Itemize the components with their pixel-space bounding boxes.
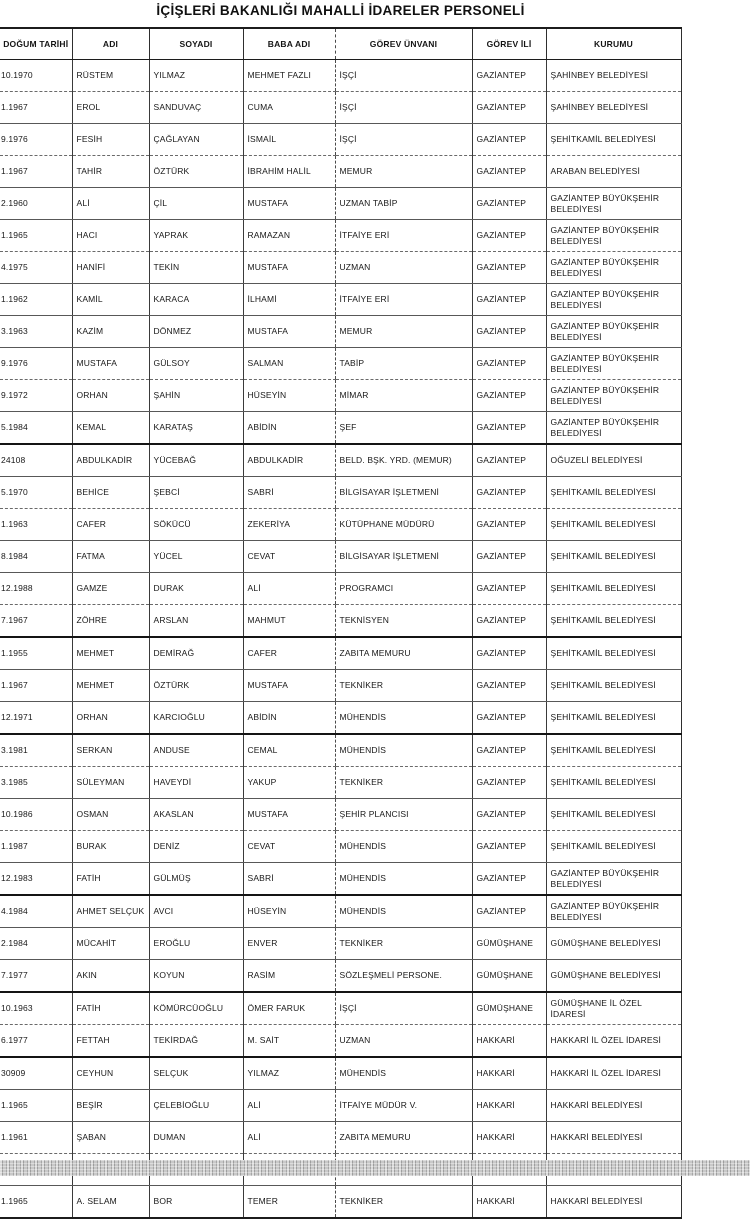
table-row <box>0 188 681 220</box>
table-row <box>0 92 681 124</box>
cell-gorev-ili: GAZİANTEP <box>472 188 546 220</box>
cell-gorev-ili: HAKKARİ <box>472 1186 546 1219</box>
cell-adi: FETTAH <box>72 1025 149 1058</box>
cell-gorev-ili: GAZİANTEP <box>472 831 546 863</box>
cell-gorev-unvani: UZMAN <box>335 252 472 284</box>
cell-gorev-ili: GAZİANTEP <box>472 156 546 188</box>
cell-soyadi: AVCI <box>149 895 243 928</box>
personnel-table <box>0 27 682 1219</box>
document-title: İÇİŞLERİ BAKANLIĞI MAHALLİ İDARELER PERSONELİ <box>156 3 525 18</box>
table-row <box>0 895 681 928</box>
cell-kurumu: GÜMÜŞHANE İL ÖZEL İDARESİ <box>546 992 681 1025</box>
cell-gorev-unvani: TEKNİKER <box>335 670 472 702</box>
cell-kurumu: OĞUZELİ BELEDİYESİ <box>546 444 681 477</box>
table-row <box>0 960 681 993</box>
cell-kurumu: HAKKARİ BELEDİYESİ <box>546 1122 681 1154</box>
column-header-baba-adi: BABA ADI <box>243 28 335 60</box>
cell-dogum-tarihi: 2.1960 <box>0 188 72 220</box>
cell-baba-adi: İLHAMİ <box>243 284 335 316</box>
cell-soyadi: SÖKÜCÜ <box>149 509 243 541</box>
cell-baba-adi: ALİ <box>243 1122 335 1154</box>
table-row <box>0 541 681 573</box>
cell-soyadi: DÖNMEZ <box>149 316 243 348</box>
cell-adi: EROL <box>72 92 149 124</box>
cell-kurumu: ŞAHİNBEY BELEDİYESİ <box>546 60 681 92</box>
cell-adi: CAFER <box>72 509 149 541</box>
cell-gorev-ili: GAZİANTEP <box>472 477 546 509</box>
cell-adi: ZÖHRE <box>72 605 149 638</box>
cell-baba-adi: MEHMET FAZLI <box>243 60 335 92</box>
cell-kurumu: GAZİANTEP BÜYÜKŞEHİR BELEDİYESİ <box>546 348 681 380</box>
cell-dogum-tarihi: 4.1975 <box>0 252 72 284</box>
cell-gorev-ili: GAZİANTEP <box>472 284 546 316</box>
table-row <box>0 156 681 188</box>
cell-gorev-ili: GAZİANTEP <box>472 348 546 380</box>
cell-adi: ORHAN <box>72 380 149 412</box>
table-row <box>0 316 681 348</box>
cell-kurumu: GÜMÜŞHANE BELEDİYESİ <box>546 960 681 993</box>
cell-soyadi: ÇAĞLAYAN <box>149 124 243 156</box>
cell-dogum-tarihi: 3.1963 <box>0 316 72 348</box>
cell-baba-adi: MUSTAFA <box>243 670 335 702</box>
cell-adi: BURAK <box>72 831 149 863</box>
cell-gorev-ili: HAKKARİ <box>472 1090 546 1122</box>
cell-soyadi: ŞEBCİ <box>149 477 243 509</box>
cell-gorev-ili: GAZİANTEP <box>472 316 546 348</box>
cell-dogum-tarihi: 24108 <box>0 444 72 477</box>
cell-dogum-tarihi: 5.1970 <box>0 477 72 509</box>
cell-dogum-tarihi: 1.1965 <box>0 1090 72 1122</box>
cell-adi: FATMA <box>72 541 149 573</box>
cell-gorev-ili: GAZİANTEP <box>472 767 546 799</box>
cell-dogum-tarihi: 9.1972 <box>0 380 72 412</box>
cell-dogum-tarihi: 4.1984 <box>0 895 72 928</box>
table-row <box>0 1122 681 1154</box>
cell-adi: ALİ <box>72 188 149 220</box>
table-row <box>0 60 681 92</box>
cell-gorev-unvani: SÖZLEŞMELİ PERSONE. <box>335 960 472 993</box>
cell-adi: MÜCAHİT <box>72 928 149 960</box>
cell-dogum-tarihi: 30909 <box>0 1057 72 1090</box>
cell-gorev-unvani: BİLGİSAYAR İŞLETMENİ <box>335 541 472 573</box>
cell-adi: OSMAN <box>72 799 149 831</box>
cell-baba-adi: ABİDİN <box>243 702 335 735</box>
cell-baba-adi: YAKUP <box>243 767 335 799</box>
column-header-kurumu: KURUMU <box>546 28 681 60</box>
cell-adi: TAHİR <box>72 156 149 188</box>
cell-soyadi: TEKİN <box>149 252 243 284</box>
cell-gorev-unvani: İTFAİYE ERİ <box>335 284 472 316</box>
cell-baba-adi: CUMA <box>243 92 335 124</box>
cell-soyadi: KARATAŞ <box>149 412 243 445</box>
cell-dogum-tarihi: 8.1984 <box>0 541 72 573</box>
cell-gorev-ili: GAZİANTEP <box>472 92 546 124</box>
cell-baba-adi: ABDULKADİR <box>243 444 335 477</box>
cell-kurumu: ŞEHİTKAMİL BELEDİYESİ <box>546 734 681 767</box>
cell-dogum-tarihi: 10.1986 <box>0 799 72 831</box>
cell-dogum-tarihi: 1.1955 <box>0 637 72 670</box>
cell-baba-adi: ÖMER FARUK <box>243 992 335 1025</box>
cell-gorev-unvani: MÜHENDİS <box>335 895 472 928</box>
cell-baba-adi: İBRAHİM HALİL <box>243 156 335 188</box>
cell-dogum-tarihi: 3.1981 <box>0 734 72 767</box>
cell-gorev-ili: GAZİANTEP <box>472 895 546 928</box>
cell-gorev-ili: GAZİANTEP <box>472 124 546 156</box>
cell-gorev-ili: GAZİANTEP <box>472 509 546 541</box>
table-row <box>0 637 681 670</box>
cell-dogum-tarihi: 12.1983 <box>0 863 72 896</box>
cell-dogum-tarihi: 1.1962 <box>0 284 72 316</box>
table-row <box>0 1057 681 1090</box>
cell-adi: BEHİCE <box>72 477 149 509</box>
cell-gorev-unvani: UZMAN <box>335 1025 472 1058</box>
cell-gorev-unvani: MÜHENDİS <box>335 702 472 735</box>
cell-adi: A. SELAM <box>72 1186 149 1219</box>
cell-soyadi: YAPRAK <box>149 220 243 252</box>
cell-baba-adi: ALİ <box>243 1090 335 1122</box>
cell-baba-adi: M. SAİT <box>243 1025 335 1058</box>
cell-adi: BEŞİR <box>72 1090 149 1122</box>
cell-kurumu: ARABAN BELEDİYESİ <box>546 156 681 188</box>
cell-soyadi: KARCIOĞLU <box>149 702 243 735</box>
cell-soyadi: ÖZTÜRK <box>149 156 243 188</box>
cell-gorev-unvani: İŞÇİ <box>335 60 472 92</box>
cell-gorev-unvani: MEMUR <box>335 316 472 348</box>
cell-gorev-ili: HAKKARİ <box>472 1122 546 1154</box>
cell-gorev-unvani: MÜHENDİS <box>335 734 472 767</box>
cell-gorev-ili: GAZİANTEP <box>472 412 546 445</box>
cell-baba-adi: RASİM <box>243 960 335 993</box>
cell-gorev-unvani: TEKNİSYEN <box>335 605 472 638</box>
cell-gorev-unvani: İTFAİYE MÜDÜR V. <box>335 1090 472 1122</box>
cell-gorev-ili: GAZİANTEP <box>472 702 546 735</box>
cell-gorev-unvani: MÜHENDİS <box>335 1057 472 1090</box>
cell-gorev-ili: GÜMÜŞHANE <box>472 992 546 1025</box>
cell-kurumu: ŞEHİTKAMİL BELEDİYESİ <box>546 605 681 638</box>
cell-gorev-ili: GAZİANTEP <box>472 799 546 831</box>
cell-gorev-ili: GAZİANTEP <box>472 60 546 92</box>
cell-kurumu: GAZİANTEP BÜYÜKŞEHİR BELEDİYESİ <box>546 863 681 896</box>
cell-gorev-ili: GAZİANTEP <box>472 605 546 638</box>
cell-kurumu: GAZİANTEP BÜYÜKŞEHİR BELEDİYESİ <box>546 220 681 252</box>
cell-baba-adi: CAFER <box>243 637 335 670</box>
cell-adi: ŞABAN <box>72 1122 149 1154</box>
cell-soyadi: DENİZ <box>149 831 243 863</box>
column-header-soyadi: SOYADI <box>149 28 243 60</box>
cell-soyadi: ARSLAN <box>149 605 243 638</box>
cell-soyadi: ŞAHİN <box>149 380 243 412</box>
cell-kurumu: ŞEHİTKAMİL BELEDİYESİ <box>546 541 681 573</box>
cell-soyadi: ÇELEBİOĞLU <box>149 1090 243 1122</box>
cell-baba-adi: CEMAL <box>243 734 335 767</box>
cell-kurumu: HAKKARİ İL ÖZEL İDARESİ <box>546 1025 681 1058</box>
cell-gorev-ili: GÜMÜŞHANE <box>472 960 546 993</box>
cell-soyadi: YILMAZ <box>149 60 243 92</box>
cell-adi: MEHMET <box>72 637 149 670</box>
table-row <box>0 444 681 477</box>
cell-baba-adi: CEVAT <box>243 831 335 863</box>
table-row <box>0 863 681 896</box>
cell-soyadi: ÇİL <box>149 188 243 220</box>
cell-dogum-tarihi: 1.1987 <box>0 831 72 863</box>
cell-adi: CEYHUN <box>72 1057 149 1090</box>
cell-gorev-ili: GAZİANTEP <box>472 380 546 412</box>
cell-soyadi: DUMAN <box>149 1122 243 1154</box>
cell-soyadi: GÜLSOY <box>149 348 243 380</box>
cell-adi: GAMZE <box>72 573 149 605</box>
cell-kurumu: ŞEHİTKAMİL BELEDİYESİ <box>546 637 681 670</box>
cell-baba-adi: SABRİ <box>243 863 335 896</box>
cell-gorev-unvani: ZABITA MEMURU <box>335 637 472 670</box>
table-row <box>0 124 681 156</box>
cell-adi: MUSTAFA <box>72 348 149 380</box>
cell-dogum-tarihi: 1.1965 <box>1 1196 28 1207</box>
cell-gorev-unvani: TEKNİKER <box>335 1186 472 1219</box>
cell-soyadi: KOYUN <box>149 960 243 993</box>
cell-gorev-ili: GAZİANTEP <box>472 863 546 896</box>
cell-soyadi: AKASLAN <box>149 799 243 831</box>
table-row <box>0 477 681 509</box>
cell-gorev-unvani: MİMAR <box>335 380 472 412</box>
table-row <box>0 1090 681 1122</box>
cell-kurumu: ŞEHİTKAMİL BELEDİYESİ <box>546 124 681 156</box>
cell-adi: FESİH <box>72 124 149 156</box>
table-row <box>0 928 681 960</box>
cell-soyadi: DEMİRAĞ <box>149 637 243 670</box>
column-header-dogum-tarihi: DOĞUM TARİHİ <box>0 28 72 60</box>
cell-gorev-ili: GAZİANTEP <box>472 637 546 670</box>
cell-kurumu: ŞEHİTKAMİL BELEDİYESİ <box>546 509 681 541</box>
cell-baba-adi: HÜSEYİN <box>243 895 335 928</box>
cell-gorev-unvani: İTFAİYE ERİ <box>335 220 472 252</box>
cell-baba-adi: SALMAN <box>243 348 335 380</box>
cell-dogum-tarihi: 9.1976 <box>0 348 72 380</box>
table-header <box>0 28 681 60</box>
cell-kurumu: GAZİANTEP BÜYÜKŞEHİR BELEDİYESİ <box>546 316 681 348</box>
cell-kurumu: ŞEHİTKAMİL BELEDİYESİ <box>546 799 681 831</box>
header-row <box>0 28 681 60</box>
cell-gorev-ili: GAZİANTEP <box>472 444 546 477</box>
cell-adi: ABDULKADİR <box>72 444 149 477</box>
cell-gorev-unvani: MEMUR <box>335 156 472 188</box>
cell-baba-adi: CEVAT <box>243 541 335 573</box>
cell-kurumu: HAKKARİ İL ÖZEL İDARESİ <box>546 1057 681 1090</box>
cell-adi: AHMET SELÇUK <box>72 895 149 928</box>
cell-gorev-unvani: KÜTÜPHANE MÜDÜRÜ <box>335 509 472 541</box>
cell-baba-adi: SABRİ <box>243 477 335 509</box>
cell-dogum-tarihi: 12.1971 <box>0 702 72 735</box>
cell-gorev-ili: GAZİANTEP <box>472 670 546 702</box>
cell-soyadi: ANDUSE <box>149 734 243 767</box>
cell-baba-adi: ENVER <box>243 928 335 960</box>
cell-adi: MEHMET <box>72 670 149 702</box>
cell-soyadi: DURAK <box>149 573 243 605</box>
table-row <box>0 348 681 380</box>
table-row <box>0 380 681 412</box>
cell-baba-adi: RAMAZAN <box>243 220 335 252</box>
column-header-adi: ADI <box>72 28 149 60</box>
cell-kurumu: GAZİANTEP BÜYÜKŞEHİR BELEDİYESİ <box>546 284 681 316</box>
table-row <box>0 509 681 541</box>
cell-gorev-unvani: ŞEF <box>335 412 472 445</box>
table-row <box>0 702 681 735</box>
cell-baba-adi: MUSTAFA <box>243 252 335 284</box>
cell-kurumu: ŞEHİTKAMİL BELEDİYESİ <box>546 670 681 702</box>
cell-adi: RÜSTEM <box>72 60 149 92</box>
cell-soyadi: YÜCEL <box>149 541 243 573</box>
table-row <box>0 992 681 1025</box>
cell-soyadi: EROĞLU <box>149 928 243 960</box>
cell-kurumu: HAKKARİ BELEDİYESİ <box>546 1186 681 1219</box>
cell-baba-adi: MUSTAFA <box>243 799 335 831</box>
table-row <box>0 605 681 638</box>
cell-baba-adi: HÜSEYİN <box>243 380 335 412</box>
cell-adi: KAMİL <box>72 284 149 316</box>
cell-gorev-ili: HAKKARİ <box>472 1025 546 1058</box>
cell-baba-adi: ALİ <box>243 573 335 605</box>
cell-baba-adi: MUSTAFA <box>243 316 335 348</box>
cell-baba-adi: İSMAİL <box>243 124 335 156</box>
cell-adi: SERKAN <box>72 734 149 767</box>
cell-kurumu: GAZİANTEP BÜYÜKŞEHİR BELEDİYESİ <box>546 412 681 445</box>
cell-dogum-tarihi: 5.1984 <box>0 412 72 445</box>
cell-dogum-tarihi: 1.1967 <box>0 156 72 188</box>
cell-soyadi: KARACA <box>149 284 243 316</box>
cell-gorev-ili: GAZİANTEP <box>472 734 546 767</box>
table-row <box>0 734 681 767</box>
cell-dogum-tarihi: 3.1985 <box>0 767 72 799</box>
cell-kurumu: ŞEHİTKAMİL BELEDİYESİ <box>546 831 681 863</box>
cell-adi: SÜLEYMAN <box>72 767 149 799</box>
cell-gorev-unvani: PROGRAMCI <box>335 573 472 605</box>
cell-kurumu: ŞAHİNBEY BELEDİYESİ <box>546 92 681 124</box>
cell-dogum-tarihi: 2.1984 <box>0 928 72 960</box>
cell-gorev-unvani: TEKNİKER <box>335 767 472 799</box>
cell-dogum-tarihi: 10.1970 <box>0 60 72 92</box>
cell-baba-adi: MUSTAFA <box>243 188 335 220</box>
cell-soyadi: TEKİRDAĞ <box>149 1025 243 1058</box>
cell-dogum-tarihi: 1.1963 <box>0 509 72 541</box>
cell-dogum-tarihi: 1.1965 <box>0 220 72 252</box>
cell-gorev-ili: GÜMÜŞHANE <box>472 928 546 960</box>
table-body <box>0 60 681 1219</box>
cell-soyadi: ÖZTÜRK <box>149 670 243 702</box>
cell-gorev-unvani: İŞÇİ <box>335 92 472 124</box>
table-row <box>0 252 681 284</box>
table-row <box>0 412 681 445</box>
cell-dogum-tarihi: 6.1977 <box>0 1025 72 1058</box>
cell-gorev-unvani: İŞÇİ <box>335 992 472 1025</box>
cell-gorev-ili: GAZİANTEP <box>472 252 546 284</box>
cell-gorev-unvani: TEKNİKER <box>335 928 472 960</box>
cell-dogum-tarihi: 7.1967 <box>0 605 72 638</box>
cell-adi: HACI <box>72 220 149 252</box>
cell-gorev-unvani: BELD. BŞK. YRD. (MEMUR) <box>335 444 472 477</box>
table-row <box>0 284 681 316</box>
cell-adi: FATİH <box>72 863 149 896</box>
table-row <box>0 767 681 799</box>
table-row <box>0 831 681 863</box>
cell-kurumu: GAZİANTEP BÜYÜKŞEHİR BELEDİYESİ <box>546 895 681 928</box>
cell-kurumu: ŞEHİTKAMİL BELEDİYESİ <box>546 477 681 509</box>
cell-gorev-unvani: İŞÇİ <box>335 124 472 156</box>
cell-baba-adi: ABİDİN <box>243 412 335 445</box>
cell-dogum-tarihi: 7.1977 <box>0 960 72 993</box>
cell-kurumu: ŞEHİTKAMİL BELEDİYESİ <box>546 702 681 735</box>
cell-gorev-unvani: ŞEHİR PLANCISI <box>335 799 472 831</box>
cell-gorev-unvani: ZABITA MEMURU <box>335 1122 472 1154</box>
cell-gorev-ili: GAZİANTEP <box>472 573 546 605</box>
cell-kurumu: GAZİANTEP BÜYÜKŞEHİR BELEDİYESİ <box>546 188 681 220</box>
cell-kurumu: HAKKARİ BELEDİYESİ <box>546 1090 681 1122</box>
cell-soyadi: SANDUVAÇ <box>149 92 243 124</box>
cell-gorev-unvani: UZMAN TABİP <box>335 188 472 220</box>
cell-gorev-ili: GAZİANTEP <box>472 220 546 252</box>
cell-dogum-tarihi: 1.1967 <box>0 92 72 124</box>
cell-dogum-tarihi: 9.1976 <box>0 124 72 156</box>
cell-dogum-tarihi: 12.1988 <box>0 573 72 605</box>
table-row <box>0 220 681 252</box>
table-row <box>0 1025 681 1058</box>
cell-baba-adi: ZEKERİYA <box>243 509 335 541</box>
cell-soyadi: HAVEYDİ <box>149 767 243 799</box>
cell-baba-adi: TEMER <box>243 1186 335 1219</box>
cell-dogum-tarihi: 1.1967 <box>0 670 72 702</box>
cell-kurumu: GAZİANTEP BÜYÜKŞEHİR BELEDİYESİ <box>546 380 681 412</box>
cell-kurumu: GÜMÜŞHANE BELEDİYESİ <box>546 928 681 960</box>
cell-gorev-ili: HAKKARİ <box>472 1057 546 1090</box>
cell-soyadi: BOR <box>149 1186 243 1219</box>
cell-adi: AKIN <box>72 960 149 993</box>
cell-gorev-unvani: MÜHENDİS <box>335 831 472 863</box>
column-header-gorev-ili: GÖREV İLİ <box>472 28 546 60</box>
cell-soyadi: KÖMÜRCÜOĞLU <box>149 992 243 1025</box>
cell-soyadi: SELÇUK <box>149 1057 243 1090</box>
table-row <box>0 799 681 831</box>
table-row <box>0 573 681 605</box>
cell-kurumu: GAZİANTEP BÜYÜKŞEHİR BELEDİYESİ <box>546 252 681 284</box>
column-header-gorev-unvani: GÖREV ÜNVANI <box>335 28 472 60</box>
cell-gorev-unvani: BİLGİSAYAR İŞLETMENİ <box>335 477 472 509</box>
scan-artifact-bar <box>0 1160 750 1176</box>
cell-adi: KEMAL <box>72 412 149 445</box>
cell-gorev-unvani: MÜHENDİS <box>335 863 472 896</box>
cell-dogum-tarihi: 10.1963 <box>0 992 72 1025</box>
cell-adi: KAZİM <box>72 316 149 348</box>
cell-soyadi: YÜCEBAĞ <box>149 444 243 477</box>
cell-baba-adi: YILMAZ <box>243 1057 335 1090</box>
cell-adi: ORHAN <box>72 702 149 735</box>
cell-soyadi: GÜLMÜŞ <box>149 863 243 896</box>
cell-kurumu: ŞEHİTKAMİL BELEDİYESİ <box>546 573 681 605</box>
cell-dogum-tarihi: 1.1961 <box>0 1122 72 1154</box>
cell-adi: FATİH <box>72 992 149 1025</box>
cell-gorev-unvani: TABİP <box>335 348 472 380</box>
cell-kurumu: ŞEHİTKAMİL BELEDİYESİ <box>546 767 681 799</box>
cell-gorev-ili: GAZİANTEP <box>472 541 546 573</box>
table-row <box>0 1186 681 1219</box>
table-row <box>0 670 681 702</box>
cell-baba-adi: MAHMUT <box>243 605 335 638</box>
cell-adi: HANİFİ <box>72 252 149 284</box>
